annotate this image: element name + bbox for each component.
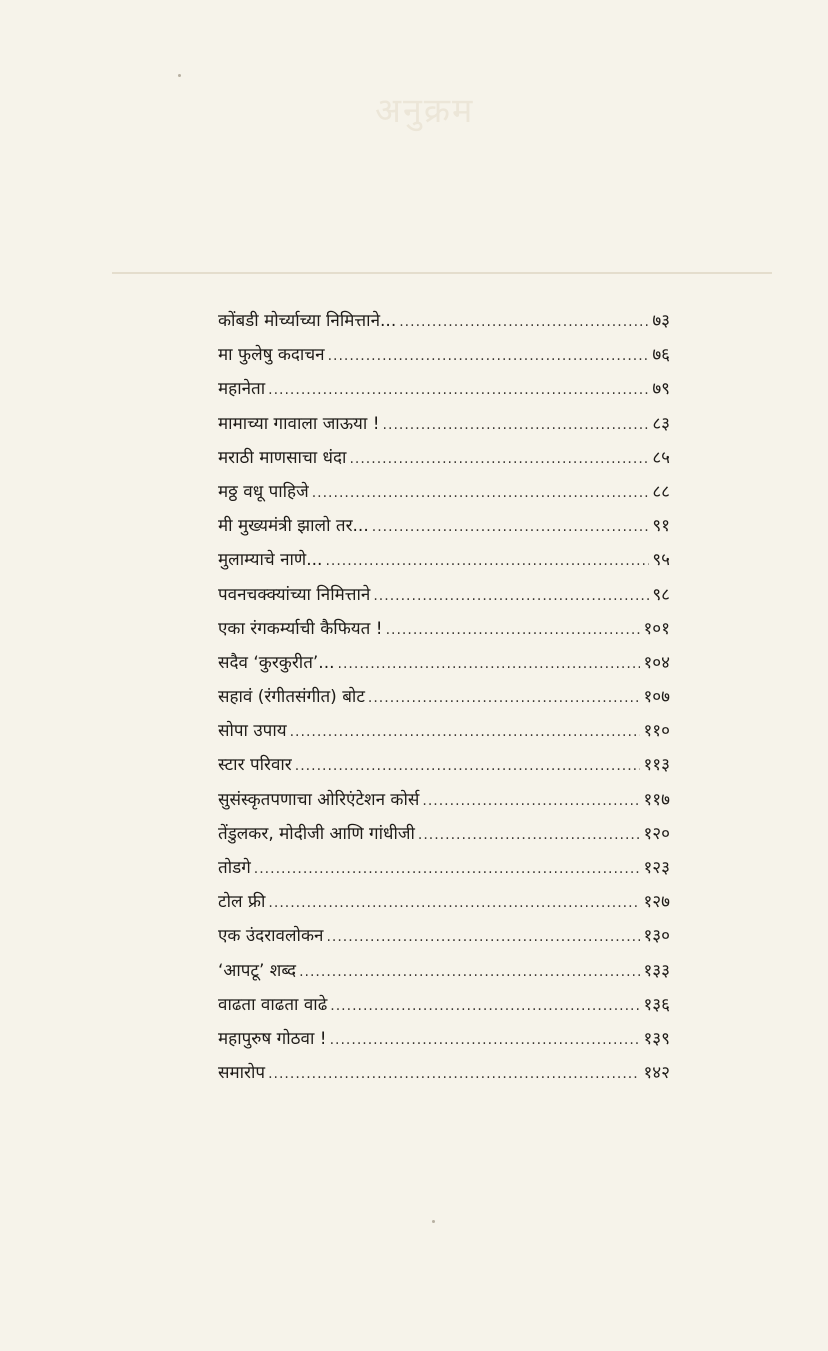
toc-entry — [218, 1056, 670, 1090]
toc-entry-title: मा फुलेषु कदाचन — [218, 345, 325, 366]
toc-entry-page: १३० — [643, 926, 670, 947]
toc-entry-page: १३९ — [643, 1028, 670, 1049]
toc-entry-title: टोल फ्री — [218, 892, 266, 913]
toc-dot-leader — [349, 442, 649, 476]
toc-entry-page: १०१ — [643, 618, 670, 639]
toc-entry-page: ९५ — [652, 550, 670, 571]
toc-entry — [218, 441, 670, 475]
toc-entry-title: कोंबडी मोर्च्याच्या निमित्ताने... — [218, 311, 397, 331]
table-of-contents — [218, 304, 670, 1090]
toc-entry-page: ११३ — [643, 755, 670, 776]
toc-entry-page: १२० — [643, 823, 670, 844]
toc-entry — [218, 612, 670, 646]
toc-dot-leader — [418, 818, 641, 852]
toc-entry-title: सोपा उपाय — [218, 721, 287, 742]
toc-entry — [218, 578, 670, 612]
toc-entry-title: मराठी माणसाचा धंदा — [218, 447, 347, 468]
paper-speck — [178, 74, 181, 77]
toc-entry — [218, 646, 670, 680]
toc-dot-leader — [268, 886, 640, 920]
faint-page-heading: अनुक्रम — [375, 91, 475, 131]
toc-entry — [218, 475, 670, 509]
toc-entry-page: ७६ — [652, 345, 670, 366]
toc-dot-leader — [422, 784, 640, 818]
toc-entry-title: तोडगे — [218, 858, 251, 878]
toc-dot-leader — [373, 579, 649, 613]
toc-entry-title: पवनचक्क्यांच्या निमित्ताने — [218, 584, 371, 605]
toc-entry-title: समारोप — [218, 1063, 266, 1084]
toc-dot-leader — [383, 408, 650, 442]
toc-entry-title: महानेता — [218, 379, 266, 400]
toc-entry — [218, 509, 670, 543]
toc-dot-leader — [368, 681, 641, 715]
toc-entry — [218, 1022, 670, 1056]
toc-entry — [218, 783, 670, 817]
toc-entry-title: स्टार परिवार — [218, 755, 292, 776]
toc-dot-leader — [372, 510, 650, 544]
toc-entry-title: मामाच्या गावाला जाऊया ! — [218, 413, 380, 434]
toc-entry-title: एक उंदरावलोकन — [218, 926, 324, 947]
toc-entry-page: १०७ — [643, 687, 670, 708]
toc-entry-page: ८८ — [652, 481, 670, 502]
toc-entry-title: ‘आपटू’ शब्द — [218, 960, 297, 981]
toc-entry-page: १२३ — [643, 858, 670, 878]
toc-dot-leader — [268, 373, 649, 407]
toc-entry-page: १३६ — [643, 994, 670, 1015]
toc-entry-page: १२७ — [643, 892, 670, 913]
toc-dot-leader — [330, 1023, 641, 1057]
toc-entry — [218, 817, 670, 851]
toc-entry — [218, 988, 670, 1022]
toc-entry-page: ८५ — [652, 447, 670, 468]
toc-dot-leader — [295, 749, 641, 783]
toc-entry — [218, 919, 670, 953]
toc-dot-leader — [325, 544, 649, 578]
toc-entry — [218, 338, 670, 372]
toc-dot-leader — [268, 1057, 640, 1091]
toc-entry-title: सहावं (रंगीतसंगीत) बोट — [218, 687, 365, 708]
paper-speck — [432, 1220, 435, 1223]
toc-entry-page: १३३ — [643, 960, 670, 981]
toc-entry — [218, 714, 670, 748]
toc-entry — [218, 304, 670, 338]
toc-entry-title: एका रंगकर्म्याची कैफियत ! — [218, 618, 383, 639]
toc-dot-leader — [330, 989, 640, 1023]
toc-entry-page: ७३ — [652, 311, 670, 331]
toc-entry-title: मुलाम्याचे नाणे... — [218, 550, 323, 571]
toc-dot-leader — [386, 613, 641, 647]
toc-entry — [218, 748, 670, 782]
toc-dot-leader — [399, 305, 649, 339]
toc-dot-leader — [312, 476, 650, 510]
toc-entry-title: महापुरुष गोठवा ! — [218, 1028, 327, 1049]
toc-dot-leader — [338, 647, 641, 681]
toc-dot-leader — [299, 955, 640, 989]
toc-entry-page: ११७ — [643, 789, 670, 810]
toc-entry-title: मी मुख्यमंत्री झालो तर... — [218, 516, 369, 537]
toc-entry-page: ७९ — [652, 379, 670, 400]
header-rule — [112, 272, 772, 274]
toc-entry-title: मठ्ठ वधू पाहिजे — [218, 481, 309, 502]
toc-entry-page: ८३ — [652, 413, 670, 434]
toc-entry-title: वाढता वाढता वाढे — [218, 994, 328, 1015]
toc-entry — [218, 954, 670, 988]
toc-dot-leader — [328, 339, 650, 373]
toc-entry-title: तेंडुलकर, मोदीजी आणि गांधीजी — [218, 823, 415, 844]
toc-entry — [218, 407, 670, 441]
toc-dot-leader — [254, 852, 641, 886]
toc-entry-title: सदैव ‘कुरकुरीत’... — [218, 652, 335, 673]
toc-entry — [218, 885, 670, 919]
toc-entry-page: ९८ — [652, 584, 670, 605]
toc-entry-title: सुसंस्कृतपणाचा ओरिएंटेशन कोर्स — [218, 789, 420, 810]
toc-entry — [218, 372, 670, 406]
toc-entry — [218, 680, 670, 714]
toc-entry-page: १४२ — [643, 1063, 670, 1084]
toc-entry-page: ९१ — [652, 516, 670, 537]
toc-entry — [218, 851, 670, 885]
toc-entry — [218, 543, 670, 577]
toc-dot-leader — [290, 715, 641, 749]
toc-dot-leader — [326, 920, 640, 954]
toc-entry-page: ११० — [643, 721, 670, 742]
toc-entry-page: १०४ — [643, 652, 670, 673]
